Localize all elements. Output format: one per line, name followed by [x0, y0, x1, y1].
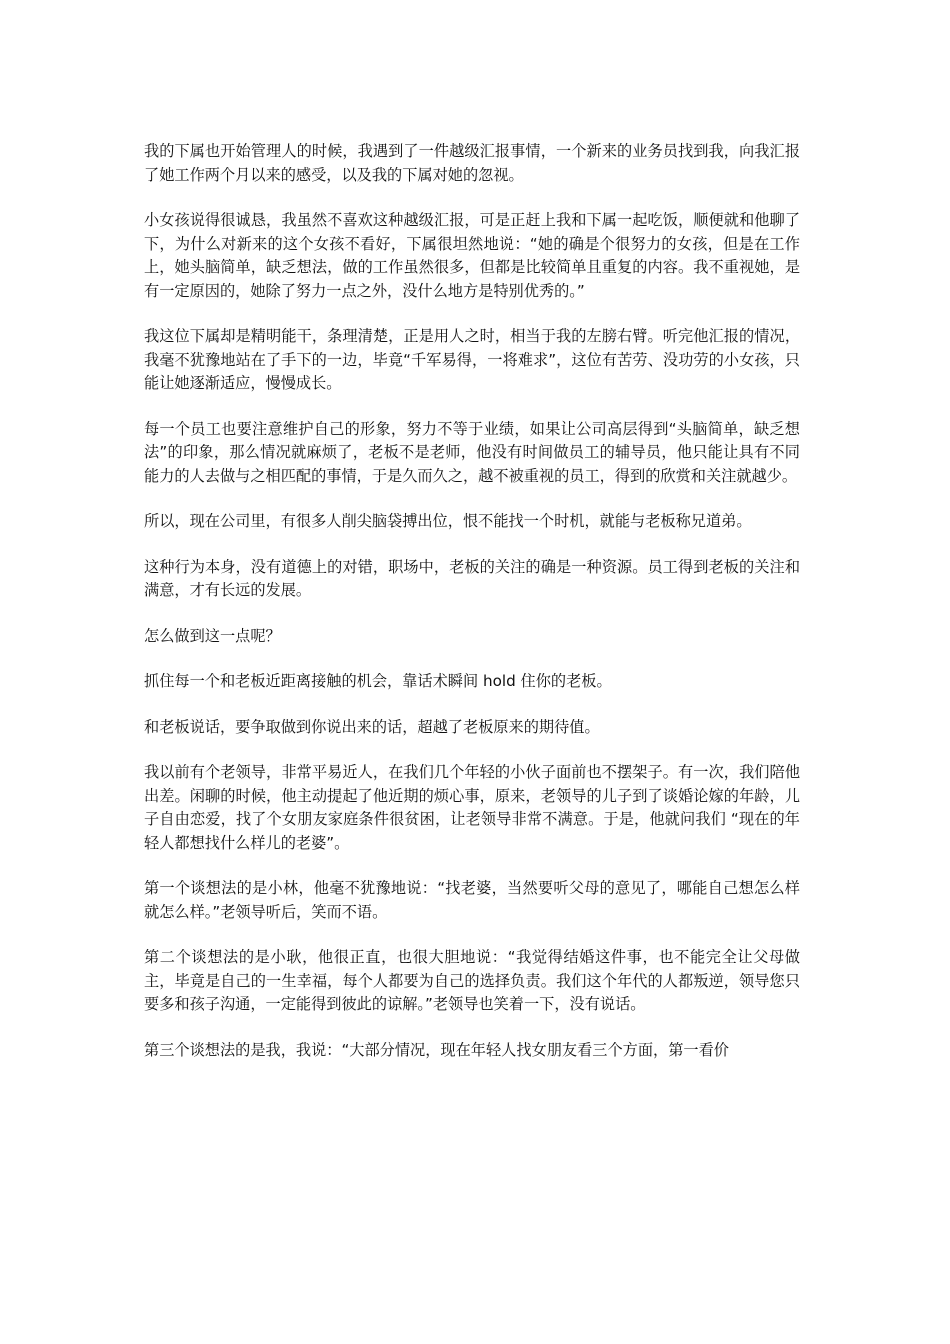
paragraph-9: 和老板说话，要争取做到你说出来的话，超越了老板原来的期待值。	[144, 717, 600, 736]
paragraph-8: 抓住每一个和老板近距离接触的机会，靠话术瞬间 hold 住你的老板。	[144, 672, 612, 690]
paragraph-7: 怎么做到这一点呢？	[144, 626, 281, 645]
paragraph-13: 第三个谈想法的是我，我说：“大部分情况，现在年轻人找女朋友看三个方面，第一看价	[144, 1040, 729, 1059]
paragraph-5: 所以，现在公司里，有很多人削尖脑袋搏出位，恨不能找一个时机，就能与老板称兄道弟。	[144, 512, 752, 530]
paragraph-6: 这种行为本身，没有道德上的对错，职场中，老板的关注的确是一种资源。员工得到老板的关注和满意，才有长远的发展。	[144, 557, 800, 599]
paragraph-11: 第一个谈想法的是小林，他毫不犹豫地说：“找老婆，当然要听父母的意见了，哪能自己想怎么样就怎么样。”老领导听后，笑而不语。	[144, 879, 800, 921]
paragraph-12: 第二个谈想法的是小耿，他很正直，也很大胆地说：“我觉得结婚这件事，也不能完全让父母做主，毕竟是自己的一生幸福，每个人都要为自己的选择负责。我们这个年代的人都叛逆，领导您只要多和孩子沟通，一定能得到彼此的谅解。”老领导也笑着一下，没有说话。	[144, 948, 800, 1013]
paragraph-1: 我的下属也开始管理人的时候，我遇到了一件越级汇报事情，一个新来的业务员找到我，向我汇报了她工作两个月以来的感受，以及我的下属对她的忽视。	[144, 142, 800, 184]
paragraph-10: 我以前有个老领导，非常平易近人，在我们几个年轻的小伙子面前也不摆架子。有一次，我们陪他出差。闲聊的时候，他主动提起了他近期的烦心事，原来，老领导的儿子到了谈婚论嫁的年龄，儿子自由恋爱，找了个女朋友家庭条件很贫困，让老领导非常不满意。于是，他就问我们 “现在的年轻人都想找什么样儿的老婆”。	[144, 763, 800, 852]
paragraph-2: 小女孩说得很诚恳，我虽然不喜欢这种越级汇报，可是正赶上我和下属一起吃饭，顺便就和他聊了下，为什么对新来的这个女孩不看好，下属很坦然地说：“她的确是个很努力的女孩，但是在工作上，她头脑简单，缺乏想法，做的工作虽然很多，但都是比较简单且重复的内容。我不重视她，是有一定原因的，她除了努力一点之外，没什么地方是特别优秀的。”	[144, 211, 800, 300]
paragraph-3: 我这位下属却是精明能干，条理清楚，正是用人之时，相当于我的左膀右臂。听完他汇报的情况，我毫不犹豫地站在了手下的一边，毕竟“千军易得，一将难求”，这位有苦劳、没功劳的小女孩，只能让她逐渐适应，慢慢成长。	[144, 327, 800, 392]
article-body	[144, 140, 800, 1084]
paragraph-4: 每一个员工也要注意维护自己的形象，努力不等于业绩，如果让公司高层得到“头脑简单，缺乏想法”的印象，那么情况就麻烦了，老板不是老师，他没有时间做员工的辅导员，他只能让具有不同能力的人去做与之相匹配的事情，于是久而久之，越不被重视的员工，得到的欣赏和关注就越少。	[144, 419, 800, 485]
